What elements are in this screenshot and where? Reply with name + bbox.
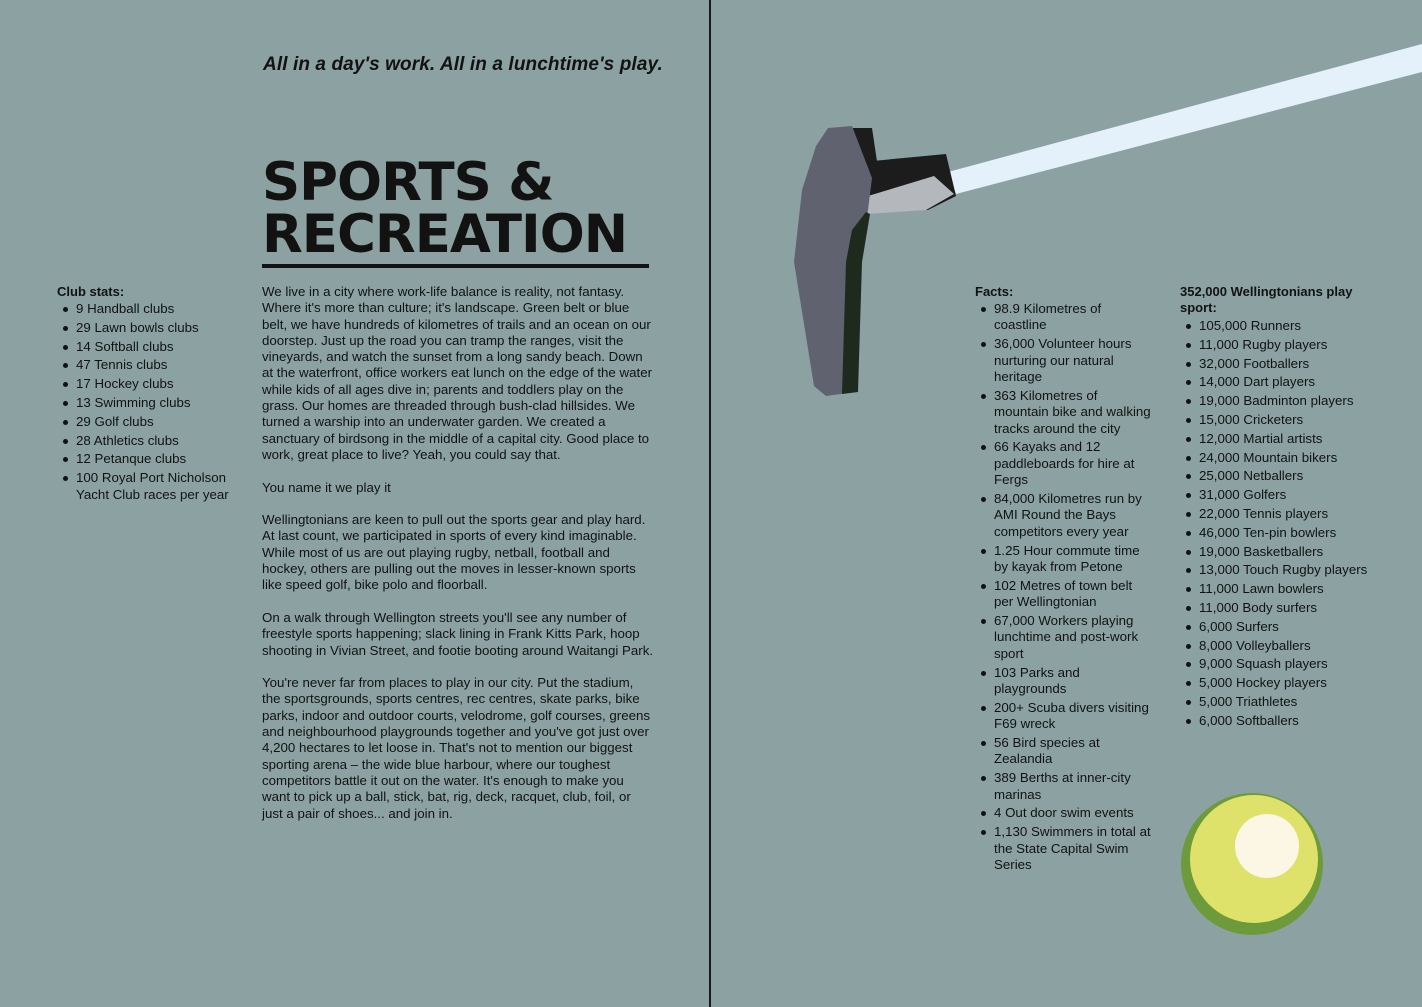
list-item: 24,000 Mountain bikers (1180, 450, 1370, 466)
list-item: 5,000 Hockey players (1180, 675, 1370, 691)
list-item: 29 Lawn bowls clubs (57, 320, 242, 336)
facts-list (975, 301, 1153, 873)
list-item: 84,000 Kilometres run by AMI Round the Bays competitors every year (975, 491, 1153, 540)
list-item: 100 Royal Port Nicholson Yacht Club races per year (57, 470, 242, 503)
list-item: 15,000 Cricketers (1180, 412, 1370, 428)
players-section (1180, 284, 1370, 732)
list-item: 8,000 Volleyballers (1180, 638, 1370, 654)
golf-ball-icon (1176, 788, 1328, 940)
list-item: 46,000 Ten-pin bowlers (1180, 525, 1370, 541)
list-item: 5,000 Triathletes (1180, 694, 1370, 710)
list-item: 11,000 Body surfers (1180, 600, 1370, 616)
list-item: 22,000 Tennis players (1180, 506, 1370, 522)
list-item: 98.9 Kilometres of coastline (975, 301, 1153, 334)
list-item: 105,000 Runners (1180, 318, 1370, 334)
body-text (262, 284, 654, 838)
list-item: 13 Swimming clubs (57, 395, 242, 411)
list-item: 17 Hockey clubs (57, 376, 242, 392)
body-paragraph: On a walk through Wellington streets you'll see any number of freestyle sports happening; slack lining in Frank Kitts Park, hoop shooting in Vivian Street, and footie booting around Waitangi Park. (262, 609, 654, 658)
list-item: 102 Metres of town belt per Wellingtonian (975, 578, 1153, 611)
list-item: 19,000 Basketballers (1180, 544, 1370, 560)
body-subheading: You name it we play it (262, 479, 391, 495)
body-paragraph: Wellingtonians are keen to pull out the sports gear and play hard. At last count, we participated in sports of every kind imaginable. While most of us are out playing rugby, netball, football and hockey, others are pulling out the moves in lesser-known sports like speed golf, bike polo and floorball. (262, 512, 646, 593)
list-item: 9 Handball clubs (57, 301, 242, 317)
body-paragraph: We live in a city where work-life balance is reality, not fantasy. Where it's more than culture; it's landscape. Green belt or blue belt, we have hundreds of kilometres of trails and an ocean on our doorstep. Just up the road you can tramp the ranges, visit the vineyards, and watch the sunset from a long sandy beach. Down at the waterfront, office workers eat lunch on the edge of the water while kids of all ages dive in; parents and toddlers play on the grass. Our homes are threaded through bush-clad hillsides. We turned a warship into an underwater garden. We created a sanctuary of birdsong in the middle of a capital city. Good place to work, great place to live? Yeah, you could say that. (262, 284, 653, 462)
list-item: 1.25 Hour commute time by kayak from Petone (975, 543, 1153, 576)
list-item: 25,000 Netballers (1180, 468, 1370, 484)
list-item: 47 Tennis clubs (57, 357, 242, 373)
list-item: 29 Golf clubs (57, 414, 242, 430)
list-item: 12,000 Martial artists (1180, 431, 1370, 447)
title-line-1: SPORTS & (262, 152, 554, 213)
list-item: 1,130 Swimmers in total at the State Capital Swim Series (975, 824, 1153, 873)
facts-section (975, 284, 1153, 876)
club-stats-heading: Club stats: (57, 284, 125, 299)
players-list (1180, 318, 1370, 729)
list-item: 11,000 Rugby players (1180, 337, 1370, 353)
body-paragraph: You're never far from places to play in our city. Put the stadium, the sportsgrounds, sports centres, rec centres, skate parks, bike parks, indoor and outdoor courts, velodrome, golf courses, greens and neighbourhood playgrounds together and you've got just over 4,200 hectares to let loose in. That's not to mention our biggest sporting arena – the wide blue harbour, where our toughest competitors battle it out on the water. It's enough to make you want to pick up a ball, stick, bat, rig, deck, racquet, club, foil, or just a pair of shoes... and join in. (262, 675, 651, 821)
list-item: 31,000 Golfers (1180, 487, 1370, 503)
putter-shaft (948, 44, 1422, 194)
list-item: 66 Kayaks and 12 paddleboards for hire at Fergs (975, 439, 1153, 488)
list-item: 14,000 Dart players (1180, 374, 1370, 390)
list-item: 12 Petanque clubs (57, 451, 242, 467)
list-item: 11,000 Lawn bowlers (1180, 581, 1370, 597)
list-item: 9,000 Squash players (1180, 656, 1370, 672)
tagline: All in a day's work. All in a lunchtime's play. (263, 54, 663, 75)
list-item: 19,000 Badminton players (1180, 393, 1370, 409)
list-item: 6,000 Surfers (1180, 619, 1370, 635)
facts-heading: Facts: (975, 284, 1014, 299)
list-item: 103 Parks and playgrounds (975, 665, 1153, 698)
list-item: 56 Bird species at Zealandia (975, 735, 1153, 768)
list-item: 389 Berths at inner-city marinas (975, 770, 1153, 803)
club-stats (57, 284, 242, 505)
list-item: 67,000 Workers playing lunchtime and post-work sport (975, 613, 1153, 662)
list-item: 32,000 Footballers (1180, 356, 1370, 372)
list-item: 13,000 Touch Rugby players (1180, 562, 1370, 578)
list-item: 363 Kilometres of mountain bike and walking tracks around the city (975, 388, 1153, 437)
page-title (262, 152, 649, 268)
players-heading: 352,000 Wellingtonians play sport: (1180, 284, 1353, 315)
list-item: 4 Out door swim events (975, 805, 1153, 821)
club-stats-list (57, 301, 242, 503)
list-item: 200+ Scuba divers visiting F69 wreck (975, 700, 1153, 733)
list-item: 28 Athletics clubs (57, 433, 242, 449)
list-item: 14 Softball clubs (57, 339, 242, 355)
list-item: 36,000 Volunteer hours nurturing our natural heritage (975, 336, 1153, 385)
list-item: 6,000 Softballers (1180, 713, 1370, 729)
page-divider (709, 0, 711, 1007)
ball-highlight (1235, 814, 1299, 878)
title-line-2: RECREATION (262, 204, 628, 265)
